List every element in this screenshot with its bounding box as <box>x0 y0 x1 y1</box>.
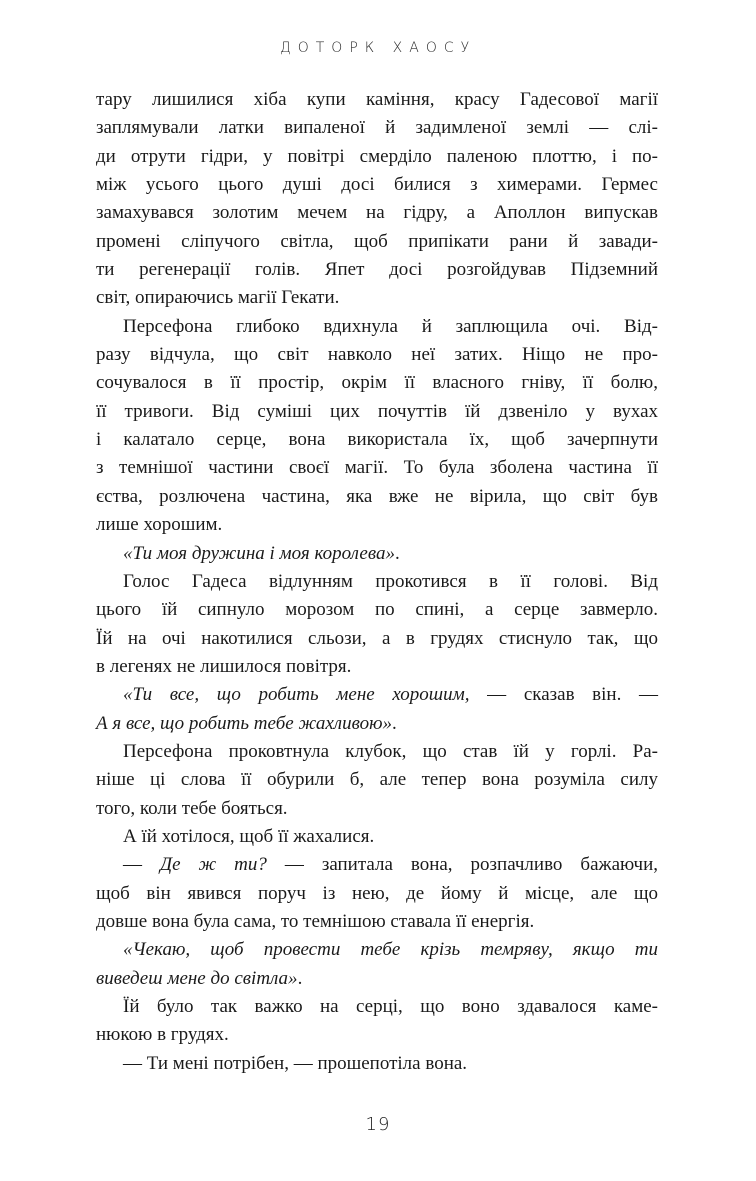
text-line: — Де ж ти? — запитала вона, розпачливо бажаючи, <box>123 854 659 876</box>
running-head-chapter-title: ДОТОРК ХАОСУ <box>279 40 477 56</box>
paragraph <box>96 540 658 568</box>
text-line: виведеш мене до світла». <box>96 967 303 989</box>
text-line: сочувалося в її простір, окрім її власного гніву, її болю, <box>96 372 658 394</box>
text-line: Їй було так важко на серці, що воно здавалося каме- <box>123 996 658 1017</box>
text-line: світ, опираючись магії Гекати. <box>96 287 340 309</box>
text-line: ди отрути гідри, у повітрі смерділо паленою плоттю, і по- <box>96 145 658 167</box>
text-line: єства, розлючена частина, яка вже не вірила, що світ був <box>96 485 658 507</box>
text-line: нюкою в грудях. <box>96 1024 229 1046</box>
text-line: разу відчула, що світ навколо неї затих. Ніщо не про- <box>96 344 658 366</box>
text-line: Персефона проковтнула клубок, що став їй у горлі. Ра- <box>123 740 658 762</box>
text-line: «Чекаю, щоб провести тебе крізь темряву, якщо ти <box>123 939 658 961</box>
text-line: в легенях не лишилося повітря. <box>96 655 352 677</box>
text-line: тару лишилися хіба купи каміння, красу Гадесової магії <box>96 89 658 110</box>
text-line: довше вона була сама, то темнішою ставала її енергія. <box>96 910 535 932</box>
text-line: Голос Гадеса відлунням прокотився в її голові. Від <box>123 570 658 592</box>
text-line: того, коли тебе бояться. <box>96 797 288 819</box>
paragraph <box>96 738 658 823</box>
text-line: промені сліпучого світла, щоб припікати рани й завади- <box>96 230 658 252</box>
text-line: між усього цього душі досі билися з химерами. Гермес <box>96 174 658 196</box>
text-line: Їй на очі накотилися сльози, а в грудях стиснуло так, що <box>96 627 658 649</box>
text-line: ніше ці слова її обурили б, але тепер вона розуміла силу <box>96 769 658 791</box>
body-text <box>96 86 658 1078</box>
text-line: А я все, що робить тебе жахливою». <box>96 712 397 734</box>
text-line: замахувався золотим мечем на гідру, а Аполлон випускав <box>96 202 658 224</box>
text-line: і калатало серце, вона використала їх, щоб зачерпнути <box>96 429 658 451</box>
paragraph <box>96 823 658 851</box>
text-line: лише хорошим. <box>96 514 223 536</box>
text-line: щоб він явився поруч із нею, де йому й місце, але що <box>96 882 658 904</box>
text-line: Персефона глибоко вдихнула й заплющила очі. Від- <box>123 315 658 337</box>
paragraph <box>96 568 658 681</box>
text-line: з темнішої частини своєї магії. То була зболена частина її <box>96 457 658 479</box>
text-line: «Ти моя дружина і моя королева». <box>123 542 400 564</box>
page-number: 19 <box>365 1114 391 1135</box>
paragraph <box>96 936 658 993</box>
paragraph <box>96 681 658 738</box>
text-line: — Ти мені потрібен, — прошепотіла вона. <box>123 1052 468 1074</box>
text-line: цього їй сипнуло морозом по спині, а серце завмерло. <box>96 599 658 621</box>
text-line: її тривоги. Від суміші цих почуттів їй дзвеніло у вухах <box>96 400 658 422</box>
text-line: «Ти все, що робить мене хорошим, — сказав він. — <box>123 684 658 706</box>
paragraph <box>96 86 658 313</box>
text-line: заплямували латки випаленої й задимленої землі — слі- <box>96 117 658 139</box>
paragraph <box>96 313 658 540</box>
text-line: ти регенерації голів. Япет досі розгойдував Підземний <box>96 259 658 281</box>
text-line: А їй хотілося, щоб її жахалися. <box>123 825 375 847</box>
paragraph <box>96 1050 658 1078</box>
paragraph <box>96 993 658 1050</box>
paragraph <box>96 851 658 936</box>
